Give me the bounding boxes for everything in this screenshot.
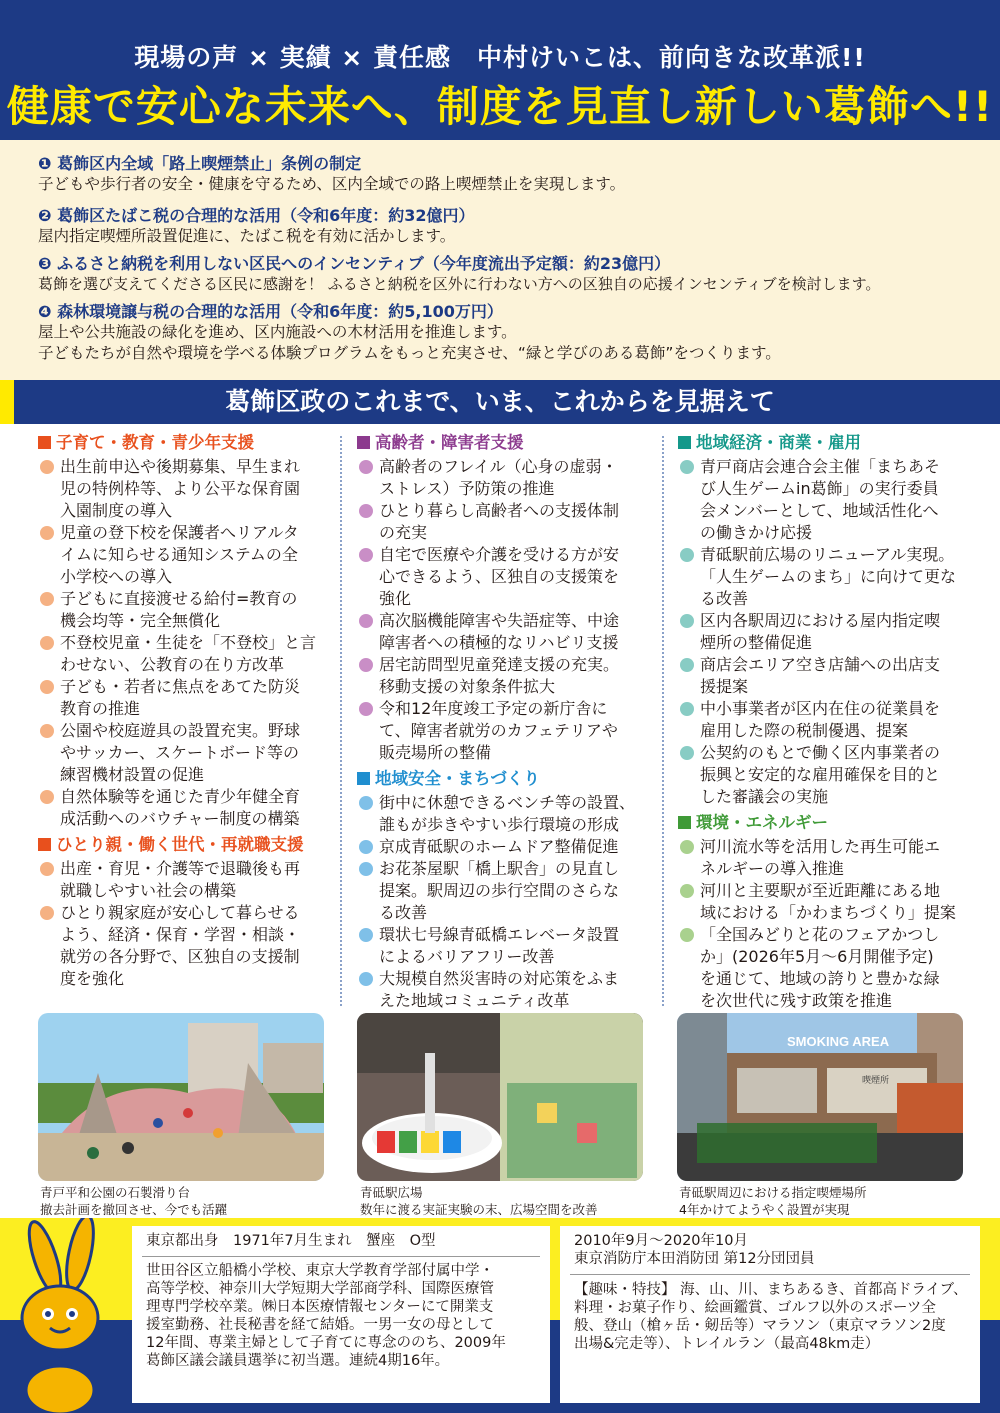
policy-item-line: 誰もが歩きやすい歩行環境の形成	[379, 815, 620, 834]
policy-item	[678, 698, 978, 742]
policy-item-line: 小学校への導入	[60, 567, 173, 586]
policy-item	[678, 880, 978, 924]
band-accent	[0, 380, 14, 424]
policy-item-line: 機会均等・完全無償化	[60, 611, 221, 630]
policy-item-line: やサッカー、スケートボード等の	[60, 743, 300, 762]
circle-bullet-icon	[680, 658, 694, 672]
profile-activity-box	[560, 1226, 980, 1403]
policy-item	[38, 588, 338, 632]
circle-bullet-icon	[40, 862, 54, 876]
section-title-text: 地域経済・商業・雇用	[696, 433, 861, 452]
caption-line: 撤去計画を撤回させ、今でも活躍	[40, 1202, 228, 1217]
policy-item-line: お花茶屋駅「橋上駅舎」の見直し	[379, 859, 620, 878]
policy-item	[38, 522, 338, 588]
header-banner	[0, 0, 1000, 140]
fire-line: 2010年9月～2020年10月	[574, 1233, 748, 1249]
fire-line: 東京消防庁本田消防団 第12分団団員	[574, 1251, 815, 1267]
policy-item-line: る改善	[379, 903, 428, 922]
promise-4	[38, 302, 988, 364]
promise-text: 子どもたちが自然や環境を学べる体験プログラムをもっと充実させ、“緑と学びのある葛飾”をつくります。	[38, 344, 781, 362]
photo-smoking-area	[677, 1013, 963, 1181]
hobby-line: 出場&完走等）、トレイルラン（最高48km走）	[574, 1336, 880, 1352]
profile-hobbies	[560, 1275, 980, 1359]
profile-education	[132, 1257, 550, 1376]
promise-title: ❹ 森林環境譲与税の合理的な活用（令和6年度：約5,100万円）	[38, 302, 503, 321]
policy-item-line: 区内各駅周辺における屋内指定喫	[700, 611, 941, 630]
profile-basic: 東京都出身 1971年7月生まれ 蟹座 O型	[146, 1233, 436, 1249]
policy-item-line: る改善	[700, 589, 749, 608]
policy-item-line: 域における「かわまちづくり」提案	[700, 903, 956, 922]
policy-item-line: を通じて、地域の誇りと豊かな緑	[700, 969, 940, 988]
circle-bullet-icon	[359, 702, 373, 716]
caption-line: 青砥駅広場	[360, 1185, 423, 1200]
profile-fire-brigade	[560, 1226, 980, 1274]
policy-item-line: 青戸商店会連合会主催「まちあそ	[700, 457, 941, 476]
policy-item	[678, 924, 978, 1012]
education-line: 葛飾区議会議員選挙に初当選。連続4期16年。	[146, 1353, 450, 1369]
circle-bullet-icon	[359, 972, 373, 986]
policy-item-line: 高齢者のフレイル（心身の虚弱・	[379, 457, 618, 476]
policy-item-line: 度を強化	[60, 969, 125, 988]
band-title: 葛飾区政のこれまで、いま、これからを見据えて	[225, 387, 775, 416]
circle-bullet-icon	[680, 746, 694, 760]
policy-item	[357, 924, 657, 968]
policy-item-line: ひとり親家庭が安心して暮らせる	[60, 903, 300, 922]
policy-item	[357, 792, 657, 836]
policy-column-1	[38, 432, 338, 994]
policy-item-line: 就労の各分野で、区独自の支援制	[60, 947, 300, 966]
circle-bullet-icon	[40, 526, 54, 540]
policy-item-line: 就職しやすい社会の構築	[60, 881, 237, 900]
policy-item-line: 子どもに直接渡せる給付=教育の	[60, 589, 298, 608]
promise-text: 子どもや歩行者の安全・健康を守るため、区内全域での路上喫煙禁止を実現します。	[38, 175, 626, 193]
promise-text: 屋内指定喫煙所設置促進に、たばこ税を有効に活かします。	[38, 227, 456, 245]
policy-item	[38, 632, 338, 676]
education-line: 援室勤務、社長秘書を経て結婚。一男一女の母として	[146, 1317, 494, 1333]
section-title-text: 子育て・教育・青少年支援	[56, 433, 254, 452]
promises-section	[0, 140, 1000, 380]
policy-item-line: 青砥駅前広場のリニューアル実現。	[700, 545, 955, 564]
circle-bullet-icon	[40, 592, 54, 606]
policy-item-line: した審議会の実施	[700, 787, 829, 806]
policy-column-3	[678, 432, 978, 1016]
policy-section-title	[678, 812, 978, 834]
circle-bullet-icon	[359, 796, 373, 810]
caption-line: 数年に渡る実証実験の末、広場空間を改善	[360, 1202, 598, 1217]
policy-item-line: 子ども・若者に焦点をあてた防災	[60, 677, 301, 696]
policy-item-line: 援提案	[700, 677, 749, 696]
education-line: 理専門学校卒業。㈱日本医療情報センターにて開業支	[146, 1299, 494, 1315]
policy-item	[678, 610, 978, 654]
policy-item	[678, 544, 978, 610]
circle-bullet-icon	[359, 504, 373, 518]
policy-item-line: 障害者への積極的なリハビリ支援	[379, 633, 619, 652]
policy-section-title	[38, 432, 338, 454]
policy-item	[357, 858, 657, 924]
policy-item-line: 振興と安定的な雇用確保を目的と	[700, 765, 941, 784]
promise-2	[38, 206, 988, 247]
policy-item-line: 児の特例枠等、より公平な保育園	[60, 479, 301, 498]
column-divider	[662, 436, 664, 1006]
photo-station-plaza	[357, 1013, 643, 1181]
circle-bullet-icon	[680, 702, 694, 716]
section-title-text: ひとり親・働く世代・再就職支援	[56, 835, 304, 854]
photo-caption-1	[40, 1184, 227, 1218]
header-headline: 健康で安心な未来へ、制度を見直し新しい葛飾へ!!	[6, 82, 994, 131]
policy-item-line: 「人生ゲームのまち」に向けて更な	[700, 567, 957, 586]
policy-item	[357, 456, 657, 500]
policy-item-line: 自然体験等を通じた青少年健全育	[60, 787, 301, 806]
policy-item-line: 河川流水等を活用した再生可能エ	[700, 837, 941, 856]
circle-bullet-icon	[680, 460, 694, 474]
policy-item	[38, 676, 338, 720]
policy-item-line: ストレス）予防策の推進	[379, 479, 555, 498]
policy-item-line: 商店会エリア空き店舗への出店支	[700, 655, 941, 674]
circle-bullet-icon	[680, 840, 694, 854]
profile-bio-box	[132, 1226, 550, 1403]
station-plaza-image	[357, 1013, 643, 1181]
policy-item-line: 不登校児童・生徒を「不登校」と言	[60, 633, 317, 652]
circle-bullet-icon	[40, 790, 54, 804]
policy-item-line: 高次脳機能障害や失語症等、中途	[379, 611, 620, 630]
square-bullet-icon	[38, 436, 51, 449]
policy-item	[357, 836, 657, 858]
policy-item-line: 販売場所の整備	[379, 743, 492, 762]
section-title-text: 高齢者・障害者支援	[375, 433, 524, 452]
policy-section	[38, 432, 338, 830]
circle-bullet-icon	[680, 614, 694, 628]
policy-item	[357, 654, 657, 698]
promise-1	[38, 154, 988, 195]
education-line: 12年間、専業主婦として子育てに専念ののち、2009年	[146, 1335, 506, 1351]
policy-section	[357, 432, 657, 764]
policy-item	[38, 858, 338, 902]
caption-line: 4年かけてようやく設置が実現	[679, 1202, 850, 1217]
policy-item-line: 会メンバーとして、地域活性化へ	[700, 501, 939, 520]
section-title-text: 地域安全・まちづくり	[375, 769, 540, 788]
circle-bullet-icon	[359, 548, 373, 562]
policy-section	[357, 768, 657, 1012]
policy-item	[357, 968, 657, 1012]
section-title-text: 環境・エネルギー	[696, 813, 828, 832]
policy-column-2	[357, 432, 657, 1016]
policy-item	[38, 902, 338, 990]
square-bullet-icon	[38, 838, 51, 851]
promise-text: 屋上や公共施設の緑化を進め、区内施設への木材活用を推進します。	[38, 323, 517, 341]
square-bullet-icon	[678, 436, 691, 449]
policy-section	[38, 834, 338, 990]
slide-park-image	[38, 1013, 324, 1181]
circle-bullet-icon	[40, 636, 54, 650]
policy-item-line: 公契約のもとで働く区内事業者の	[700, 743, 941, 762]
header-tagline: 現場の声 × 実績 × 責任感 中村けいこは、前向きな改革派!!	[134, 43, 866, 72]
promise-title: ❷ 葛飾区たばこ税の合理的な活用（令和6年度：約32億円）	[38, 206, 475, 225]
policy-section-title	[678, 432, 978, 454]
policy-item	[38, 786, 338, 830]
policy-section	[678, 432, 978, 808]
circle-bullet-icon	[40, 724, 54, 738]
policy-item-line: 出産・育児・介護等で退職後も再	[60, 859, 301, 878]
policy-item	[38, 456, 338, 522]
circle-bullet-icon	[359, 840, 373, 854]
policy-item-line: イムに知らせる通知システムの全	[60, 545, 298, 564]
policy-item-line: 心できるよう、区独自の支援策を	[379, 567, 620, 586]
photo-caption-2	[360, 1184, 598, 1218]
education-line: 高等学校、神奈川大学短期大学部商学科、国際医療管	[146, 1281, 494, 1297]
policy-item	[357, 698, 657, 764]
circle-bullet-icon	[40, 680, 54, 694]
promise-title: ❶ 葛飾区内全域「路上喫煙禁止」条例の制定	[38, 154, 362, 173]
circle-bullet-icon	[359, 614, 373, 628]
policy-item-line: の働きかけ応援	[700, 523, 813, 542]
hobby-line: 料理・お菓子作り、絵画鑑賞、ゴルフ以外のスポーツ全	[574, 1300, 936, 1316]
policy-item	[357, 500, 657, 544]
policy-item-line: 居宅訪問型児童発達支援の充実。	[379, 655, 620, 674]
policy-item-line: 京成青砥駅のホームドア整備促進	[379, 837, 619, 856]
policy-section-title	[357, 768, 657, 790]
hobby-line: 【趣味・特技】 海、山、川、まちあるき、首都高ドライブ、	[574, 1282, 968, 1298]
smoking-sign: SMOKING AREA	[787, 1034, 890, 1049]
photo-slide-park	[38, 1013, 324, 1181]
policy-item-line: を次世代に残す政策を推進	[700, 991, 893, 1010]
policy-item	[357, 544, 657, 610]
policy-item-line: 「全国みどりと花のフェアかつし	[700, 925, 940, 944]
policy-item-line: 環状七号線青砥橋エレベータ設置	[379, 925, 620, 944]
policy-item-line: 強化	[379, 589, 412, 608]
section-band	[0, 380, 1000, 424]
policy-section-title	[357, 432, 657, 454]
circle-bullet-icon	[359, 928, 373, 942]
policy-item-line: よう、経済・保育・学習・相談・	[60, 925, 301, 944]
policy-item-line: の充実	[379, 523, 428, 542]
policy-item-line: 街中に休憩できるベンチ等の設置、	[379, 793, 636, 812]
policy-item	[678, 836, 978, 880]
square-bullet-icon	[678, 816, 691, 829]
circle-bullet-icon	[359, 460, 373, 474]
hobby-line: 般、登山（槍ヶ岳・剱岳等）マラソン（東京マラソン2度	[574, 1318, 946, 1334]
policy-item-line: か」(2026年5月～6月開催予定)	[700, 947, 934, 966]
policy-item	[678, 456, 978, 544]
policy-item-line: 出生前申込や後期募集、早生まれ	[60, 457, 301, 476]
policy-item-line: 入園制度の導入	[60, 501, 173, 520]
square-bullet-icon	[357, 436, 370, 449]
policy-section	[678, 812, 978, 1012]
smoking-area-image	[677, 1013, 963, 1181]
policy-item	[38, 720, 338, 786]
promise-3	[38, 254, 988, 295]
circle-bullet-icon	[40, 906, 54, 920]
square-bullet-icon	[357, 772, 370, 785]
circle-bullet-icon	[359, 862, 373, 876]
policy-item-line: えた地域コミュニティ改革	[379, 991, 570, 1010]
circle-bullet-icon	[680, 884, 694, 898]
policy-item	[678, 654, 978, 698]
policy-item-line: 成活動へのバウチャー制度の構築	[60, 809, 300, 828]
policy-item-line: 児童の登下校を保護者へリアルタ	[60, 523, 299, 542]
mascot-area	[0, 1218, 130, 1413]
policy-item-line: ひとり暮らし高齢者への支援体制	[379, 501, 620, 520]
policy-item-line: 移動支援の対象条件拡大	[379, 677, 556, 696]
policy-item-line: 令和12年度竣工予定の新庁舎に	[379, 699, 608, 718]
caption-line: 青戸平和公園の石製滑り台	[40, 1185, 191, 1200]
rabbit-mascot-icon	[0, 1218, 130, 1413]
circle-bullet-icon	[359, 658, 373, 672]
policy-item-line: 公園や校庭遊具の設置充実。野球	[60, 721, 301, 740]
policy-item-line: 中小事業者が区内在住の従業員を	[700, 699, 941, 718]
policy-item-line: 練習機材設置の促進	[60, 765, 205, 784]
policy-item-line: によるバリアフリー改善	[379, 947, 555, 966]
circle-bullet-icon	[680, 548, 694, 562]
promise-title: ❸ ふるさと納税を利用しない区民へのインセンティブ（今年度流出予定額：約23億円）	[38, 254, 671, 273]
promise-text: 葛飾を選び支えてくださる区民に感謝を！ ふるさと納税を区外に行わない方への区独自の応援インセンティブを検討します。	[38, 275, 881, 293]
column-divider	[340, 436, 342, 1006]
policy-item-line: び人生ゲームin葛飾」の実行委員	[700, 479, 939, 498]
circle-bullet-icon	[680, 928, 694, 942]
policy-item-line: わせない、公教育の在り方改革	[60, 655, 285, 674]
policy-item-line: 雇用した際の税制優遇、提案	[700, 721, 909, 740]
policy-item-line: 提案。駅周辺の歩行空間のさらな	[379, 881, 620, 900]
policy-item-line: 煙所の整備促進	[700, 633, 813, 652]
education-line: 世田谷区立船橋小学校、東京大学教育学部付属中学・	[146, 1263, 494, 1279]
policy-item-line: て、障害者就労のカフェテリアや	[379, 721, 618, 740]
policy-item-line: 自宅で医療や介護を受ける方が安	[379, 545, 620, 564]
policy-item	[357, 610, 657, 654]
policy-section-title	[38, 834, 338, 856]
policy-item-line: 大規模自然災害時の対応策をふま	[379, 969, 620, 988]
circle-bullet-icon	[40, 460, 54, 474]
smoking-sign-jp: 喫煙所	[862, 1076, 890, 1086]
policy-item-line: ネルギーの導入推進	[700, 859, 845, 878]
policy-item	[678, 742, 978, 808]
policy-item-line: 教育の推進	[60, 699, 141, 718]
photo-caption-3	[679, 1184, 867, 1218]
caption-line: 青砥駅周辺における指定喫煙場所	[679, 1185, 867, 1200]
policy-item-line: 河川と主要駅が至近距離にある地	[700, 881, 941, 900]
